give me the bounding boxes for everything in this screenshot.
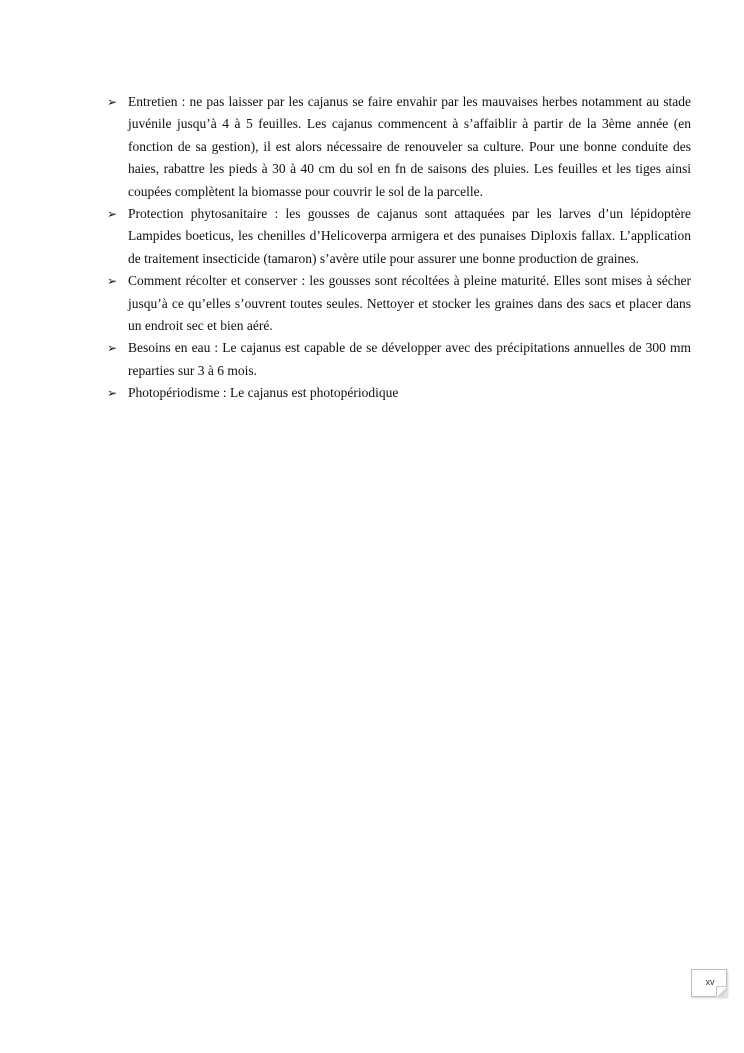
arrow-bullet-icon: ➢	[107, 95, 118, 109]
page-number-badge	[691, 969, 727, 997]
list-item-photoperiodisme	[107, 382, 691, 404]
list-item-recolte	[107, 270, 691, 337]
arrow-bullet-icon: ➢	[107, 386, 118, 401]
list-item-protection	[107, 203, 691, 270]
list-item-text: Entretien : ne pas laisser par les cajanus se faire envahir par les mauvaises herbes notamment au stade juvénile jusqu’à 4 à 5 feuilles. Les cajanus commencent à s’affaiblir à partir de la 3ème année (en fonction de sa gestion), il est alors nécessaire de renouveler sa culture. Pour une bonne conduite des haies, rabattre les pieds à 30 à 40 cm du sol en fn de saisons des pluies. Les feuilles et les tiges ainsi coupées complètent la biomasse pour couvrir le sol de la parcelle.	[128, 94, 691, 199]
list-item-text: Photopériodisme : Le cajanus est photopériodique	[128, 385, 399, 401]
page-number: xv	[705, 977, 715, 987]
arrow-bullet-icon: ➢	[107, 341, 118, 356]
bullet-list	[107, 91, 691, 405]
page-curl-icon	[716, 986, 727, 997]
list-item-besoins-eau	[107, 337, 691, 382]
arrow-bullet-icon: ➢	[107, 207, 118, 222]
arrow-bullet-icon: ➢	[107, 274, 118, 289]
list-item-text: Protection phytosanitaire : les gousses de cajanus sont attaquées par les larves d’un lépidoptère Lampides boeticus, les chenilles d’Helicoverpa armigera et des punaises Diploxis fallax. L’application de traitement insecticide (tamaron) s’avère utile pour assurer une bonne production de graines.	[128, 206, 691, 266]
list-item-text: Comment récolter et conserver : les gousses sont récoltées à pleine maturité. Elles sont mises à sécher jusqu’à ce qu’elles s’ouvrent toutes seules. Nettoyer et stocker les graines dans des sacs et placer dans un endroit sec et bien aéré.	[128, 273, 691, 334]
list-item-entretien	[107, 91, 691, 203]
list-item-text: Besoins en eau : Le cajanus est capable de se développer avec des précipitations annuelles de 300 mm reparties sur 3 à 6 mois.	[128, 340, 691, 378]
